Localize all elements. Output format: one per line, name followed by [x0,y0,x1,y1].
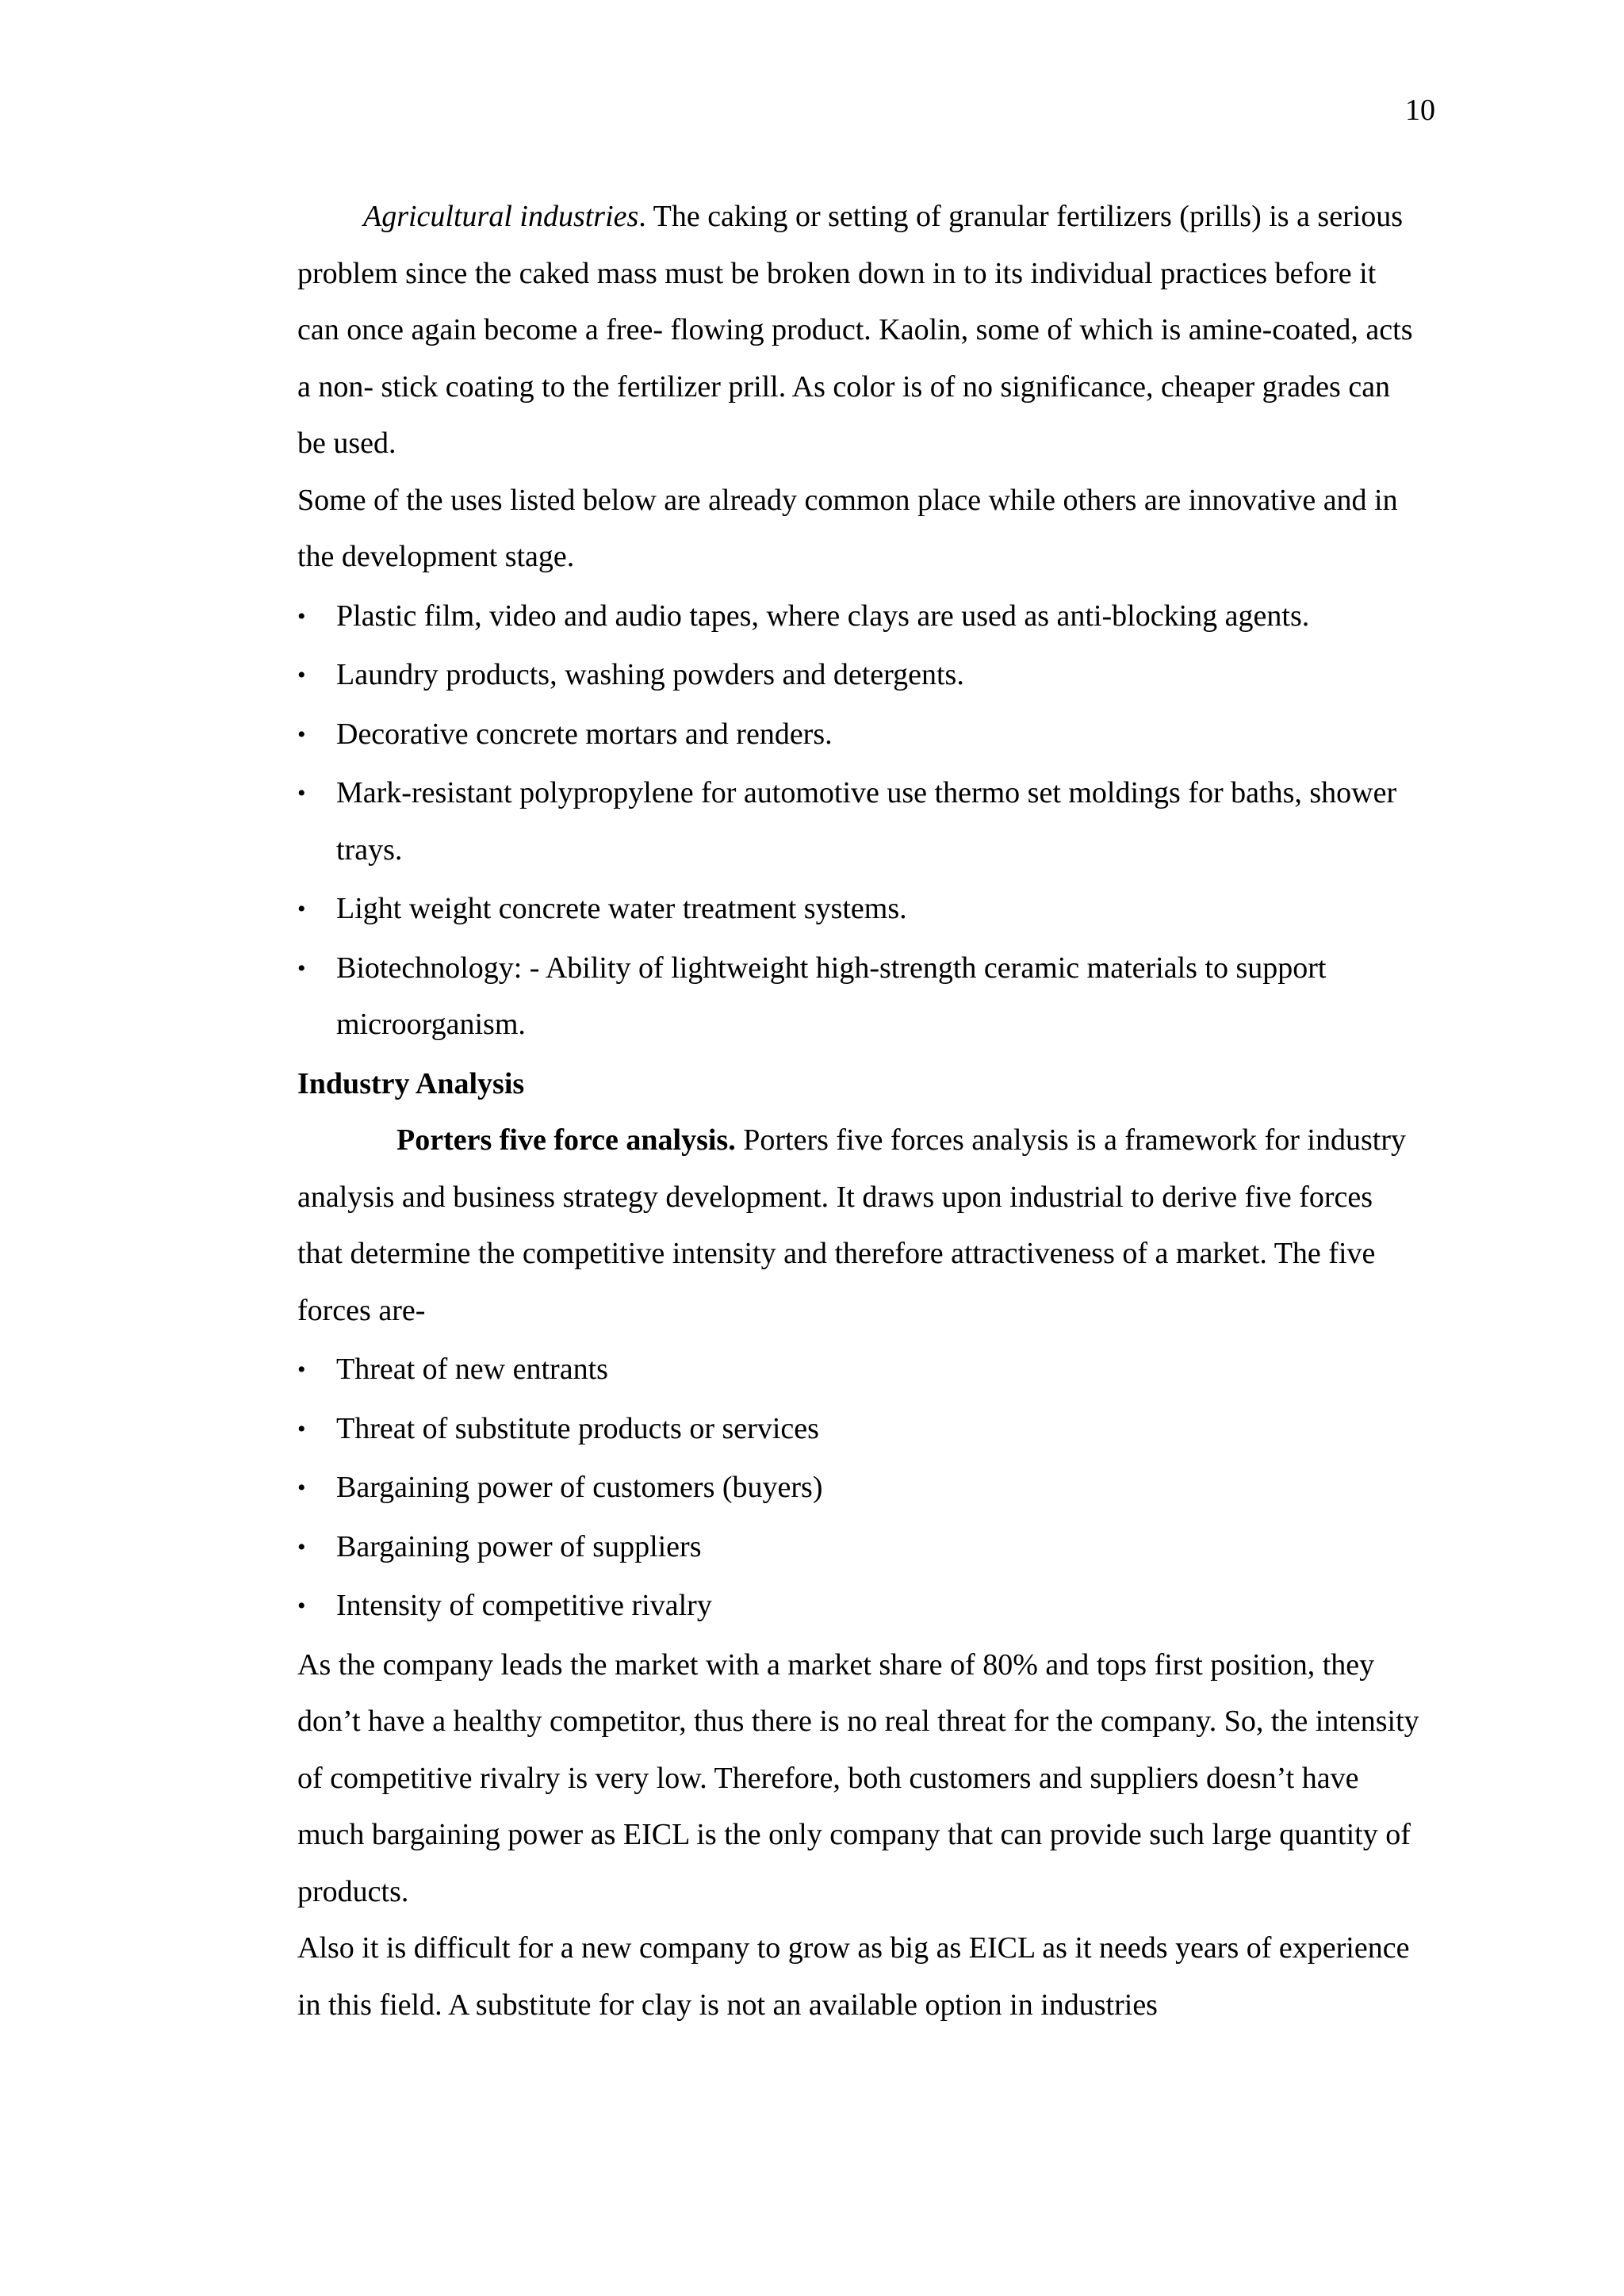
bullet-icon: • [297,780,306,806]
list-item-text: Bargaining power of customers (buyers) [336,1471,823,1504]
list-item-text: Plastic film, video and audio tapes, where clays are used as anti-blocking agents. [336,599,1310,633]
uses-list [297,588,1423,1054]
paragraph-new-entrants: Also it is difficult for a new company to grow as big as EICL as it needs years of experience in this field. A substitute for clay is not an available option in industries [297,1931,1410,2022]
list-item [297,1401,1423,1458]
bullet-icon: • [297,1475,306,1501]
list-item-text: Threat of substitute products or services [336,1411,819,1445]
list-item-text: Bargaining power of suppliers [336,1529,702,1563]
bullet-icon: • [297,1593,306,1619]
paragraph-lead-italic: Agricultural industries [363,200,639,233]
paragraph-uses-intro: Some of the uses listed below are already common place while others are innovative and in the development stage. [297,483,1398,573]
bullet-icon: • [297,662,306,688]
list-item-text: Decorative concrete mortars and renders. [336,717,833,751]
paragraph-porters-five-forces [297,1112,1423,1339]
page-number: 10 [1405,94,1435,127]
bullet-icon: • [297,603,306,629]
list-item-text: Threat of new entrants [336,1353,608,1386]
list-item [297,706,1423,763]
paragraph-text: Porters five forces analysis is a framework for industry analysis and business strategy development. It draws upon industrial to derive five forces that determine the competitive intensity and therefore attractiveness of a market. The five forces are- [297,1123,1406,1327]
bullet-icon: • [297,721,306,748]
list-item [297,588,1423,645]
bullet-icon: • [297,1533,306,1560]
list-item-text: Intensity of competitive rivalry [336,1589,712,1622]
section-heading-industry-analysis: Industry Analysis [297,1066,525,1100]
list-item-text: Light weight concrete water treatment systems. [336,892,907,925]
bullet-icon: • [297,896,306,922]
list-item [297,1341,1423,1399]
list-item-text: Biotechnology: - Ability of lightweight high-strength ceramic materials to support microorganism. [336,951,1327,1041]
list-item [297,1460,1423,1517]
bullet-icon: • [297,1357,306,1383]
list-item [297,647,1423,704]
list-item [297,1519,1423,1576]
forces-list [297,1341,1423,1635]
paragraph-agricultural-industries [297,189,1423,473]
paragraph-lead-bold: Porters five force analysis. [396,1123,736,1157]
bullet-icon: • [297,1415,306,1442]
list-item [297,1578,1423,1635]
document-body [297,189,1423,2034]
paragraph-text: . The caking or setting of granular fertilizers (prills) is a serious problem since the caked mass must be broken down in to its individual practices before it can once again become a free- flowing product. Kaolin, some of which is amine-coated, acts a non- stick coating to the fertilizer prill. As color is of no significance, cheaper grades can be used. [297,200,1413,460]
bullet-icon: • [297,955,306,982]
list-item [297,765,1423,878]
list-item [297,940,1423,1054]
list-item-text: Mark-resistant polypropylene for automotive use thermo set moldings for baths, shower trays. [336,776,1397,867]
paragraph-market-position: As the company leads the market with a market share of 80% and tops first position, they don’t have a healthy competitor, thus there is no real threat for the company. So, the intensity of competitive rivalry is very low. Therefore, both customers and suppliers doesn’t have much bargaining power as EICL is the only company that can provide such large quantity of products. [297,1647,1419,1908]
list-item [297,881,1423,938]
list-item-text: Laundry products, washing powders and detergents. [336,658,964,691]
